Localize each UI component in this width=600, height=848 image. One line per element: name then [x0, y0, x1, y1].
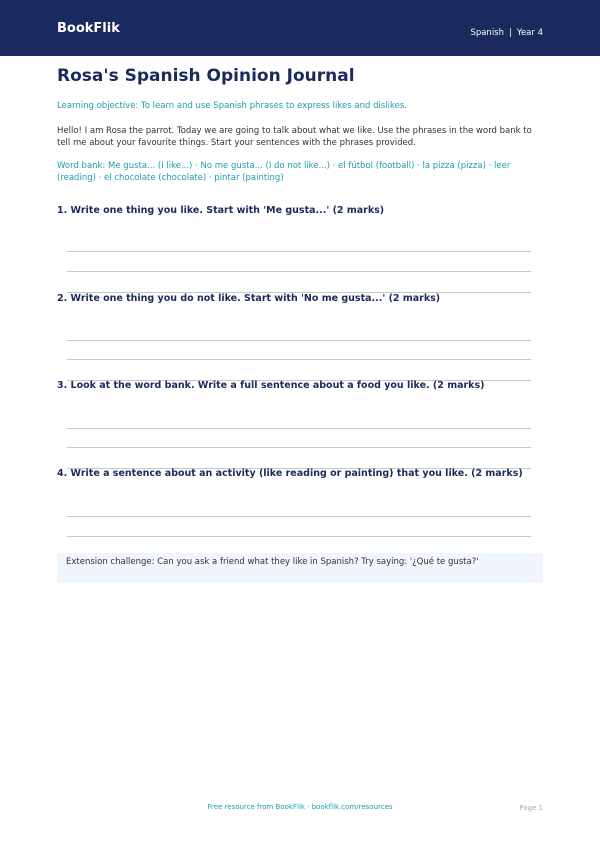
extension-box: [57, 553, 543, 583]
learning-objective: Learning objective: To learn and use Spanish phrases to express likes and dislikes.: [57, 101, 407, 111]
page-header: [0, 0, 600, 56]
answer-line-3b[interactable]: [67, 447, 531, 448]
answer-line-1b[interactable]: [67, 271, 531, 272]
question-3: 3. Look at the word bank. Write a full sentence about a food you like. (2 marks): [57, 380, 485, 391]
page-title: Rosa's Spanish Opinion Journal: [57, 66, 355, 86]
page-number: Page 1: [519, 804, 543, 812]
question-2: 2. Write one thing you do not like. Start with 'No me gusta...' (2 marks): [57, 293, 441, 304]
word-bank: Word bank: Me gusta... (I like...) · No me gusta... (I do not like...) · el fútbol (football) · la pizza (pizza) · leer (reading) · el chocolate (chocolate) · pintar (painting): [57, 161, 511, 184]
answer-line-2a[interactable]: [67, 340, 531, 341]
intro-text: Hello! I am Rosa the parrot. Today we are going to talk about what we like. Use the phrases in the word bank to tell me about your favourite things. Start your sentences with the phrases provided.: [57, 126, 532, 149]
answer-line-4b[interactable]: [67, 536, 531, 537]
answer-line-4a[interactable]: [67, 516, 531, 517]
answer-line-2b[interactable]: [67, 359, 531, 360]
year-label: Year 4: [516, 28, 543, 38]
answer-line-3a[interactable]: [67, 428, 531, 429]
answer-line-1a[interactable]: [67, 251, 531, 252]
question-4: 4. Write a sentence about an activity (like reading or painting) that you like. (2 marks): [57, 468, 523, 479]
extension-challenge: Extension challenge: Can you ask a friend what they like in Spanish? Try saying: '¿Qué te gusta?': [66, 557, 479, 567]
meta-separator: |: [509, 28, 512, 38]
subject-year-label: [470, 29, 543, 38]
subject-label: Spanish: [470, 28, 505, 38]
brand-logo: BookFlik: [57, 21, 120, 36]
footer-text: Free resource from BookFlik · bookflik.com/resources: [207, 803, 393, 811]
question-1: 1. Write one thing you like. Start with 'Me gusta...' (2 marks): [57, 205, 385, 216]
